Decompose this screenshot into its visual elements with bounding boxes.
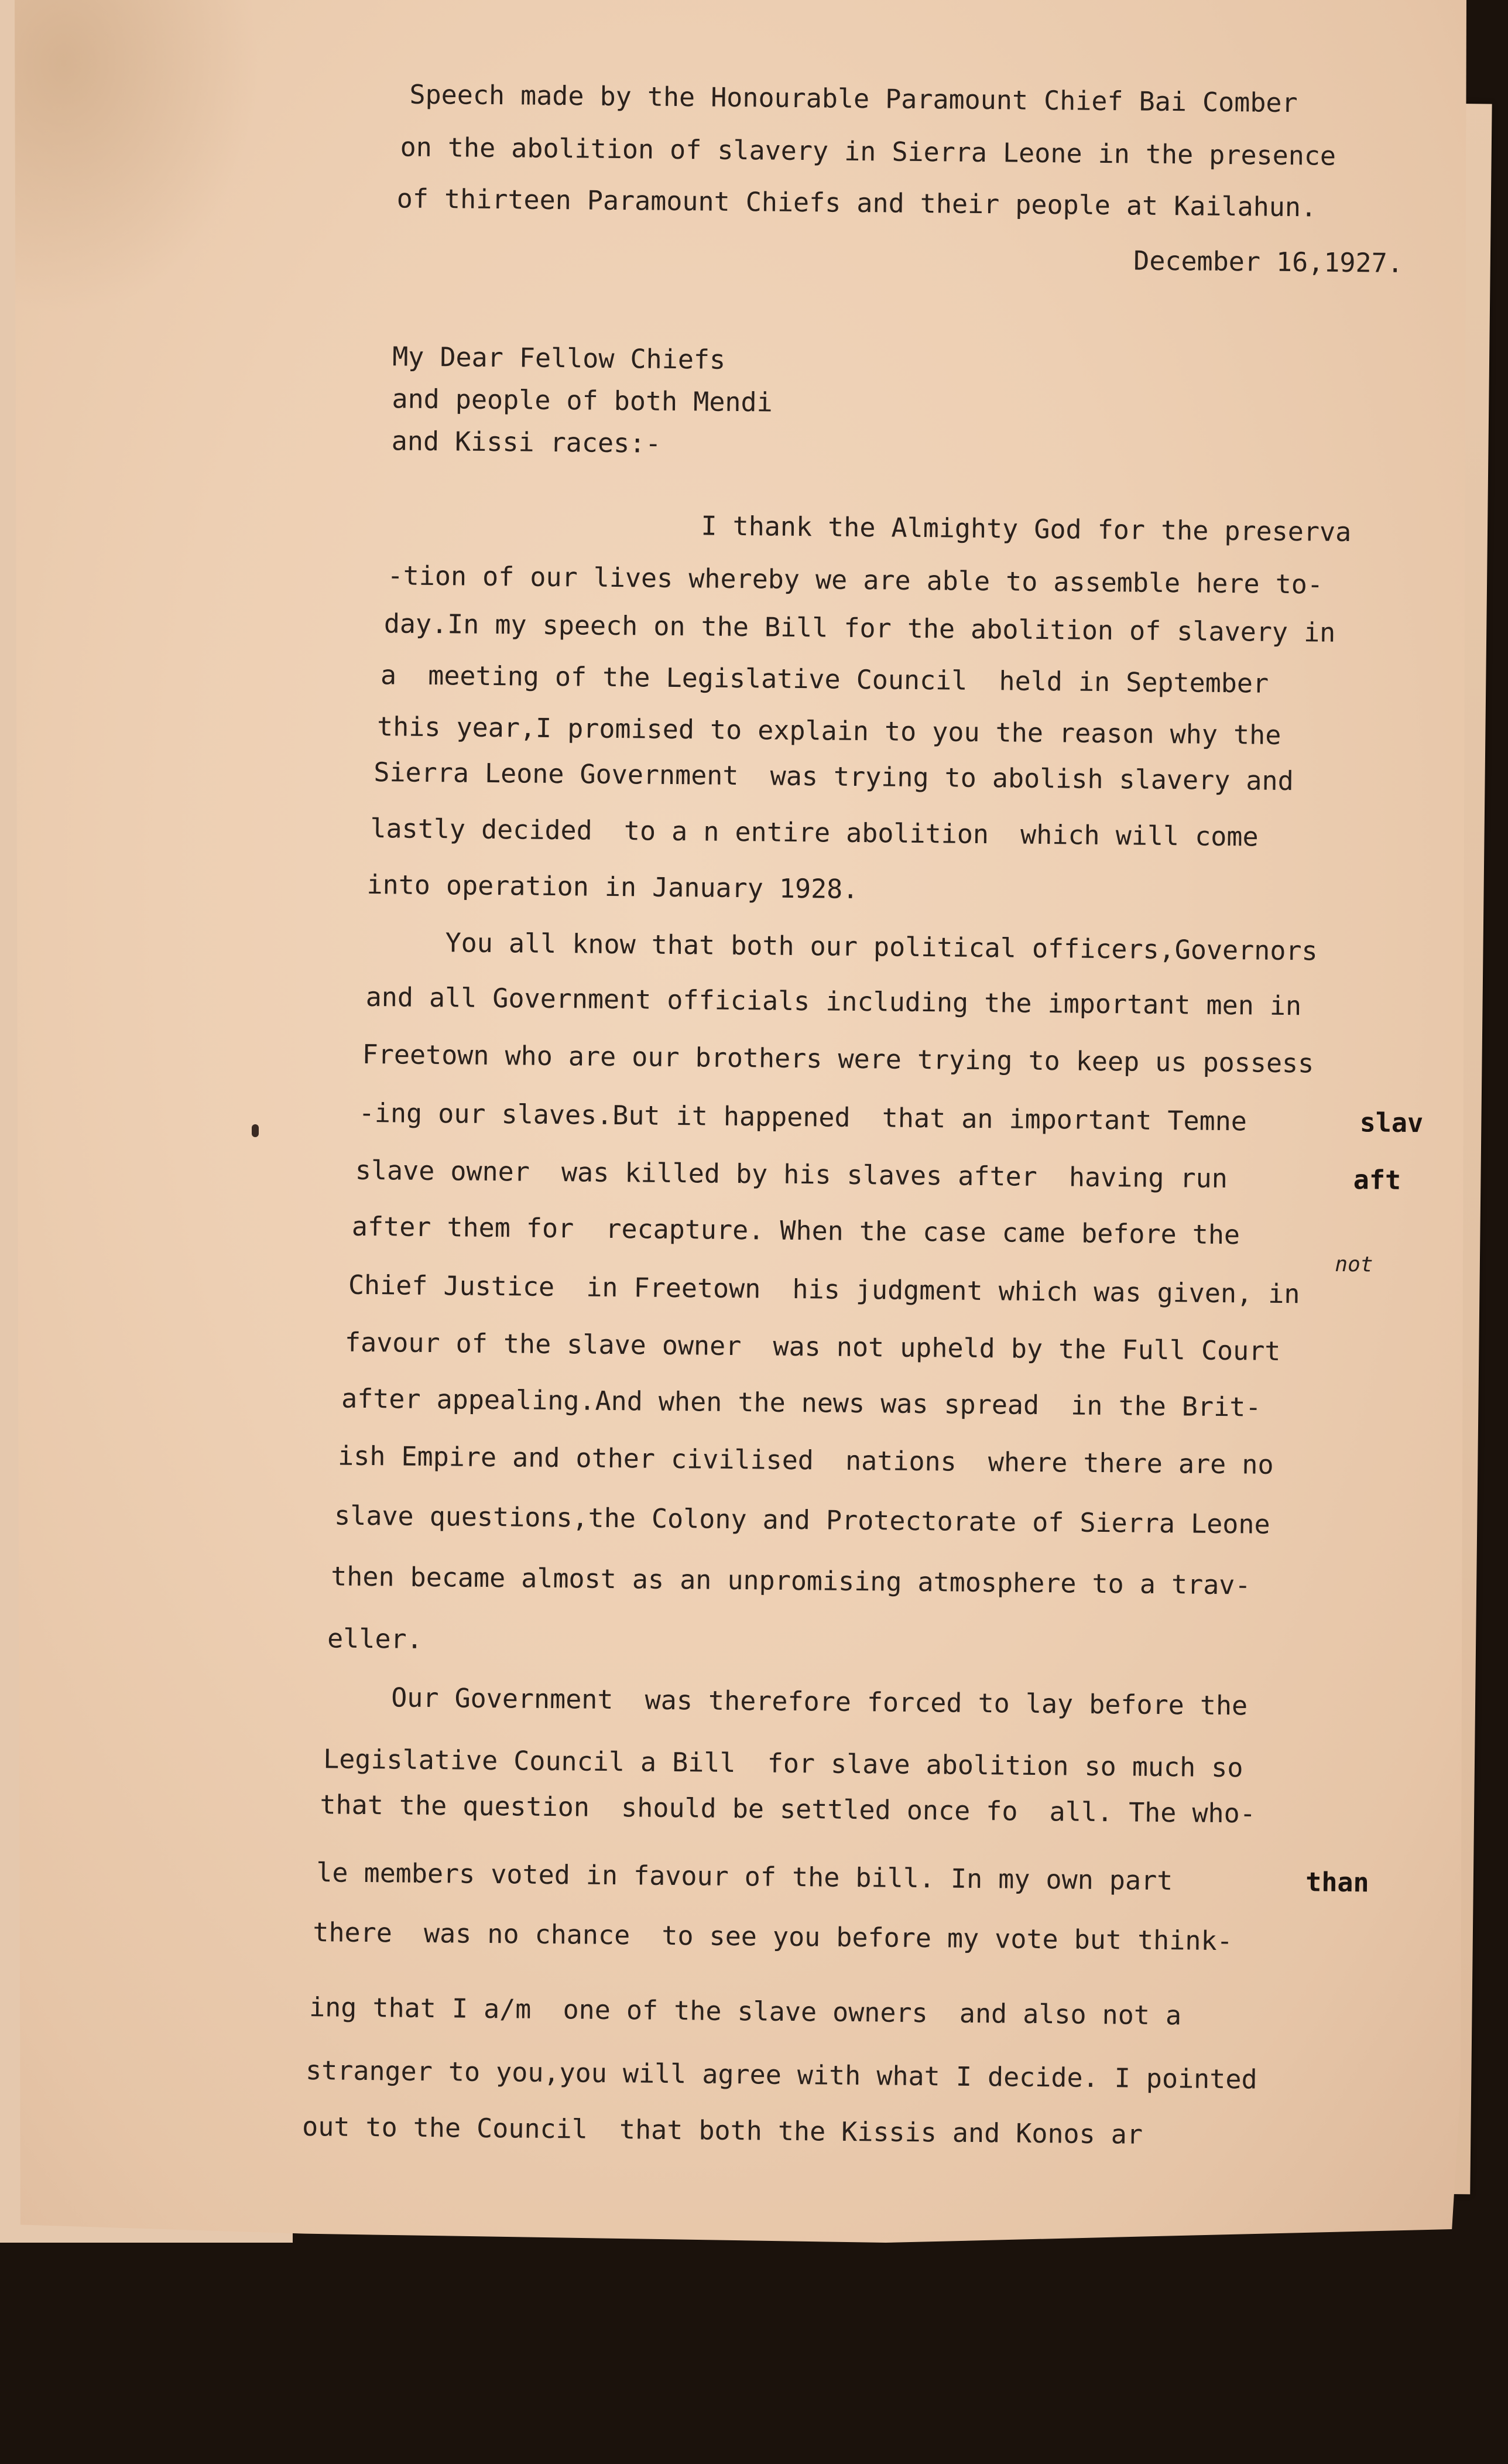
body-line: Freetown who are our brothers were trying to keep us possess (362, 1038, 1314, 1079)
body-line: Our Government was therefore forced to lay before the (390, 1682, 1248, 1722)
body-line: You all know that both our political officers,Governors (445, 927, 1318, 967)
body-line: into operation in January 1928. (366, 868, 859, 905)
body-line: and all Government officials including the important men in (365, 981, 1302, 1022)
body-line: slave questions,the Colony and Protectorate of Sierra Leone (334, 1500, 1270, 1540)
struck-word: slav (1359, 1107, 1424, 1139)
paper-stain (15, 0, 261, 316)
salutation-line: My Dear Fellow Chiefs (392, 341, 726, 375)
body-line: ing that I a/m one of the slave owners and also not a (309, 1991, 1182, 2031)
body-line: a meeting of the Legislative Council held in September (380, 659, 1269, 699)
document-date: December 16,1927. (1133, 245, 1404, 279)
body-line: then became almost as an unpromising atmosphere to a trav- (330, 1560, 1251, 1601)
body-line: after them for recapture. When the case came before the (351, 1210, 1240, 1251)
body-line: stranger to you,you will agree with what I decide. I pointed (305, 2055, 1257, 2095)
header-line: Speech made by the Honourable Paramount Chief Bai Comber (409, 78, 1298, 119)
body-line: favour of the slave owner was not upheld by the Full Court (344, 1326, 1281, 1367)
struck-word: aft (1353, 1164, 1401, 1196)
body-line: day.In my speech on the Bill for the abolition of slavery in (383, 608, 1336, 648)
body-line: that the question should be settled once fo all. The who- (320, 1789, 1256, 1829)
interlinear-correction: not (1335, 1252, 1373, 1277)
body-line: Sierra Leone Government was trying to abolish slavery and (373, 757, 1294, 797)
body-line: Legislative Council a Bill for slave abolition so much so (323, 1743, 1243, 1784)
header-line: on the abolition of slavery in Sierra Leone in the presence (400, 131, 1336, 172)
body-line: Chief Justice in Freetown his judgment which was given, in (348, 1269, 1300, 1310)
salutation-line: and people of both Mendi (392, 383, 773, 418)
body-line: eller. (327, 1623, 423, 1655)
body-line: -tion of our lives whereby we are able to assemble here to- (387, 560, 1324, 600)
body-line: there was no chance to see you before my vote but think- (313, 1917, 1233, 1957)
body-line: I thank the Almighty God for the preserva (701, 510, 1352, 548)
body-line: -ing our slaves.But it happened that an important Temne (358, 1097, 1247, 1137)
body-line: le members voted in favour of the bill. In my own part (316, 1857, 1173, 1897)
body-line: after appealing.And when the news was spread in the Brit- (341, 1382, 1262, 1423)
body-line: lastly decided to a n entire abolition which will come (370, 812, 1259, 853)
body-line: ish Empire and other civilised nations where there are no (337, 1440, 1274, 1480)
ink-mark (252, 1124, 259, 1137)
struck-word: than (1305, 1866, 1369, 1898)
dark-background (0, 2243, 1508, 2464)
header-line: of thirteen Paramount Chiefs and their people at Kailahun. (396, 183, 1317, 223)
body-line: out to the Council that both the Kissis and Konos ar (301, 2110, 1143, 2150)
body-line: this year,I promised to explain to you the reason why the (376, 711, 1281, 751)
salutation-line: and Kissi races:- (391, 425, 662, 459)
body-line: slave owner was killed by his slaves after having run (355, 1154, 1228, 1195)
